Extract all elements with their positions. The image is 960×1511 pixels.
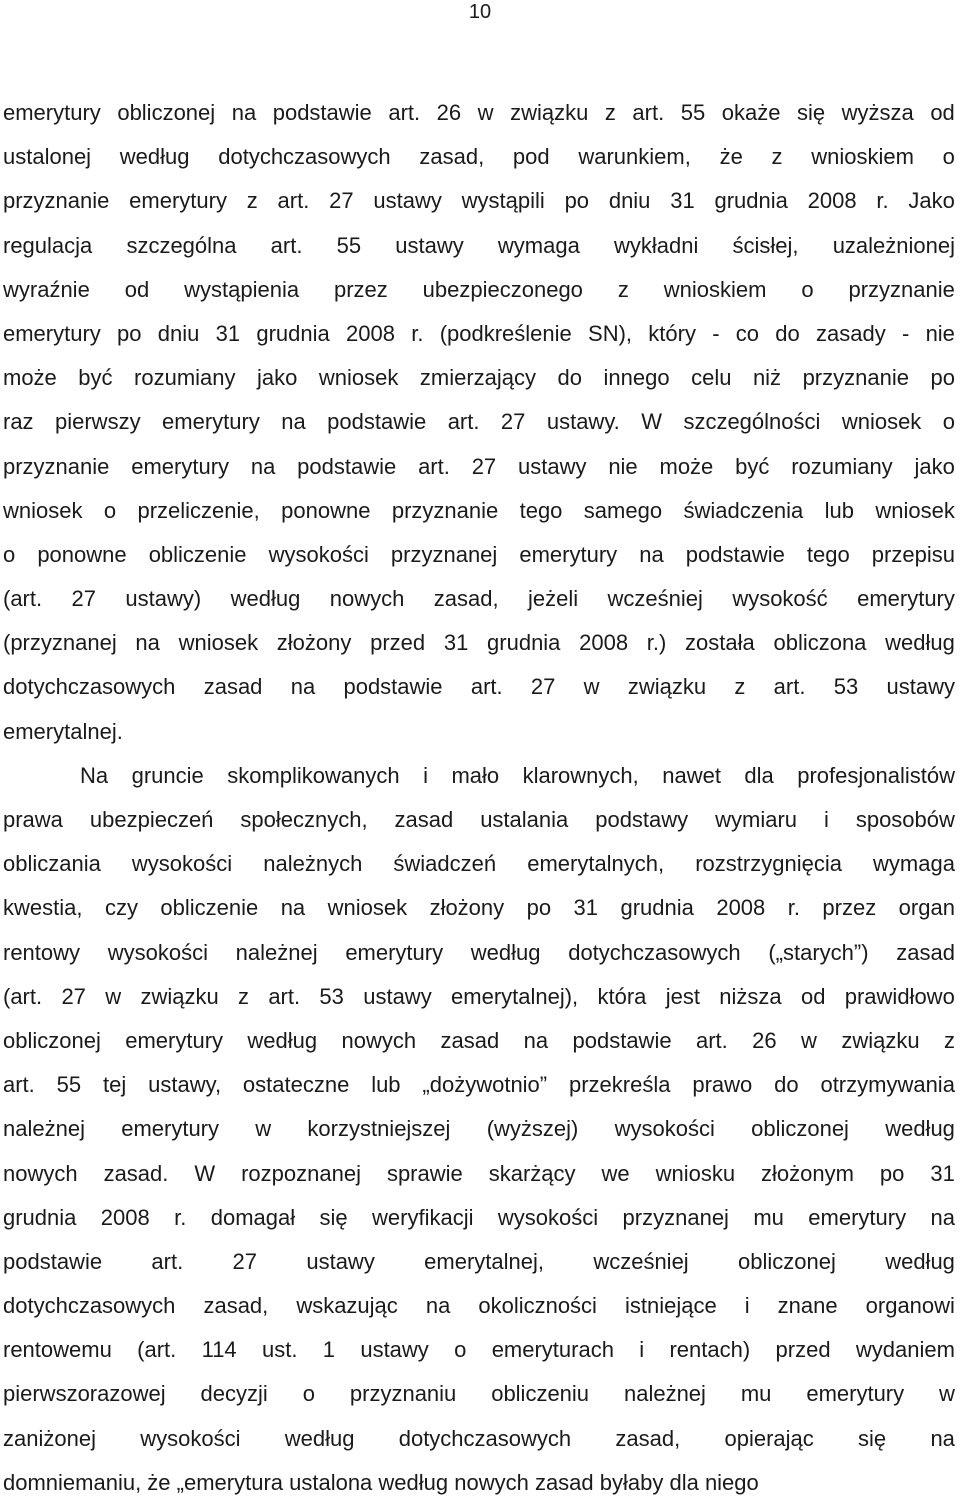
text-line: wyraźnie od wystąpienia przez ubezpieczonego z wnioskiem o przyznanie — [3, 276, 955, 302]
text-line: rentowemu (art. 114 ust. 1 ustawy o emeryturach i rentach) przed wydaniem — [3, 1337, 955, 1363]
text-line: art. 55 tej ustawy, ostateczne lub „dożywotnio” przekreśla prawo do otrzymywania — [3, 1072, 955, 1098]
text-line: domniemaniu, że „emerytura ustalona według nowych zasad byłaby dla niego — [3, 1469, 759, 1495]
text-line: o ponowne obliczenie wysokości przyznanej emerytury na podstawie tego przepisu — [3, 541, 955, 567]
text-line: obliczania wysokości należnych świadczeń emerytalnych, rozstrzygnięcia wymaga — [3, 851, 955, 877]
text-line: kwestia, czy obliczenie na wniosek złożony po 31 grudnia 2008 r. przez organ — [3, 895, 955, 921]
page-number: 10 — [468, 1, 492, 23]
text-line: podstawie art. 27 ustawy emerytalnej, wcześniej obliczonej według — [3, 1248, 955, 1274]
text-line: regulacja szczególna art. 55 ustawy wymaga wykładni ścisłej, uzależnionej — [3, 232, 955, 258]
text-line: nowych zasad. W rozpoznanej sprawie skarżący we wniosku złożonym po 31 — [3, 1160, 955, 1186]
text-line: należnej emerytury w korzystniejszej (wyższej) wysokości obliczonej według — [3, 1116, 955, 1142]
text-line: przyznanie emerytury na podstawie art. 27 ustawy nie może być rozumiany jako — [3, 453, 955, 479]
text-line: ustalonej według dotychczasowych zasad, pod warunkiem, że z wnioskiem o — [3, 144, 955, 170]
text-line: emerytury obliczonej na podstawie art. 26 w związku z art. 55 okaże się wyższa od — [3, 100, 955, 125]
text-line: zaniżonej wysokości według dotychczasowych zasad, opierając się na — [3, 1425, 955, 1451]
text-line: emerytalnej. — [3, 718, 123, 744]
text-line: dotychczasowych zasad na podstawie art. 27 w związku z art. 53 ustawy — [3, 674, 955, 700]
text-line: obliczonej emerytury według nowych zasad na podstawie art. 26 w związku z — [3, 1027, 955, 1053]
text-line: prawa ubezpieczeń społecznych, zasad ustalania podstawy wymiaru i sposobów — [3, 807, 955, 832]
text-line: rentowy wysokości należnej emerytury według dotychczasowych („starych”) zasad — [3, 939, 955, 965]
text-line: raz pierwszy emerytury na podstawie art. 27 ustawy. W szczególności wniosek o — [3, 409, 955, 435]
text-line: (art. 27 ustawy) według nowych zasad, jeżeli wcześniej wysokość emerytury — [3, 586, 955, 612]
text-line: emerytury po dniu 31 grudnia 2008 r. (podkreślenie SN), który - co do zasady - nie — [3, 320, 955, 346]
text-line: (przyznanej na wniosek złożony przed 31 grudnia 2008 r.) została obliczona według — [3, 630, 955, 656]
text-line: dotychczasowych zasad, wskazując na okoliczności istniejące i znane organowi — [3, 1293, 955, 1319]
text-line: przyznanie emerytury z art. 27 ustawy wystąpili po dniu 31 grudnia 2008 r. Jako — [3, 188, 955, 214]
text-line: Na gruncie skomplikowanych i mało klarownych, nawet dla profesjonalistów — [80, 762, 955, 788]
document-body — [3, 97, 955, 1511]
text-line: pierwszorazowej decyzji o przyznaniu obliczeniu należnej mu emerytury w — [3, 1381, 955, 1407]
text-line: (art. 27 w związku z art. 53 ustawy emerytalnej), która jest niższa od prawidłowo — [3, 983, 955, 1009]
text-line: wniosek o przeliczenie, ponowne przyznanie tego samego świadczenia lub wniosek — [3, 497, 955, 523]
text-line: może być rozumiany jako wniosek zmierzający do innego celu niż przyznanie po — [3, 365, 955, 391]
text-line: grudnia 2008 r. domagał się weryfikacji wysokości przyznanej mu emerytury na — [3, 1204, 955, 1230]
